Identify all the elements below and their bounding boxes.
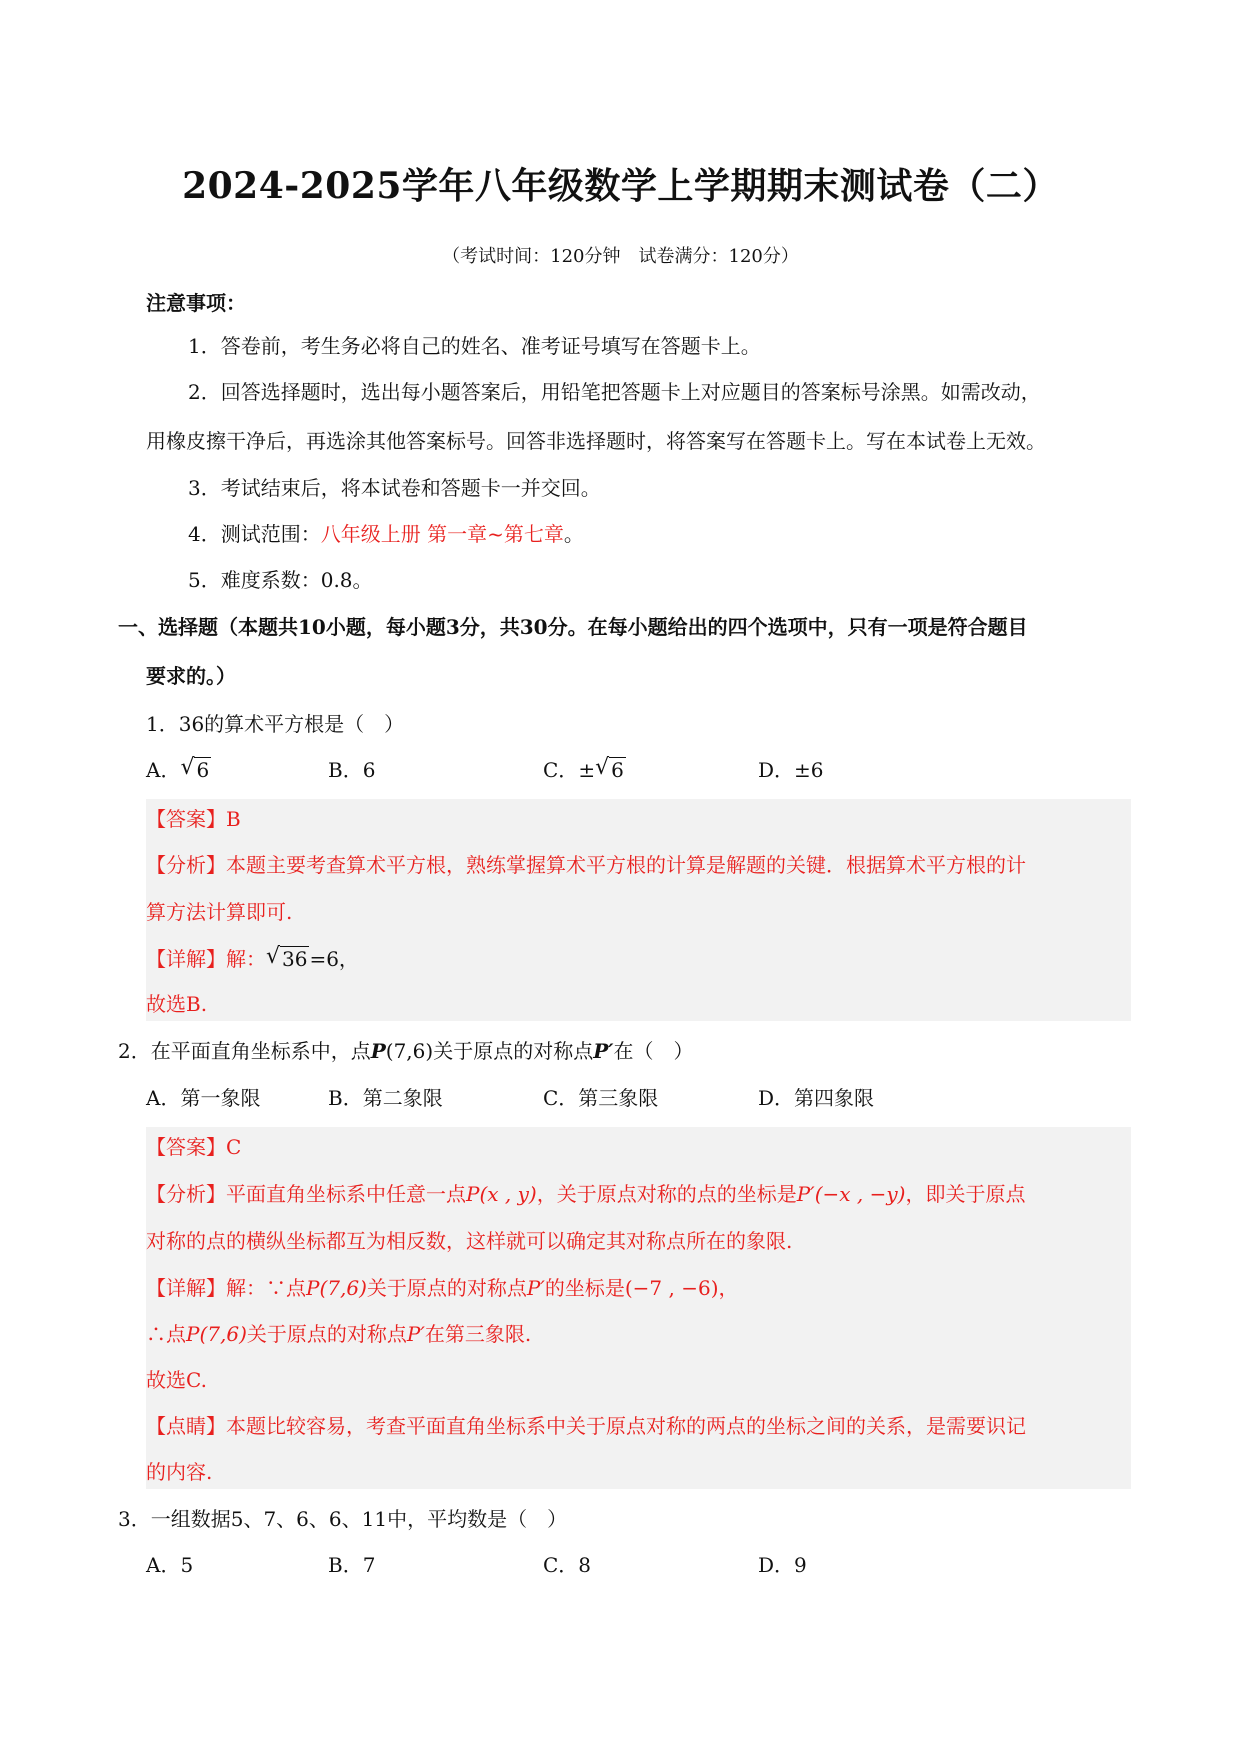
detail-text: 在第三象限. [424,1322,532,1346]
radicand: 36 [282,947,308,971]
notice-item-1: 1．答卷前，考生务必将自己的姓名、准考证号填写在答题卡上。 [188,334,761,358]
detail-text: ， [718,1276,739,1300]
detail-text: 的坐标是 [544,1276,625,1300]
question-2-option-d: D．第四象限 [758,1086,875,1110]
detail-text: 关于原点的对称点 [246,1322,407,1346]
notice-item-4 [188,520,584,548]
sqrt-expression [595,756,626,784]
question-1-stem: 1．36的算术平方根是（ ） [146,712,405,736]
math-point: P′ [406,1322,425,1346]
stem-text: 2．在平面直角坐标系中，点 [118,1039,371,1063]
question-2-analysis-line1 [146,1180,1026,1208]
question-2-answer: 【答案】C [146,1135,242,1159]
notice-item-2a: 2．回答选择题时，选出每小题答案后，用铅笔把答题卡上对应题目的答案标号涂黑。如需改动， [188,380,1041,404]
option-label: A． [146,758,181,782]
question-1-answer-box [146,799,1131,1021]
test-range: 八年级上册 第一章~第七章 [320,522,564,546]
question-1-option-c [543,756,626,784]
notice-item-4-prefix: 4．测试范围： [188,522,321,546]
section-heading-line2: 要求的。） [146,664,236,688]
notice-item-2b: 用橡皮擦干净后，再选涂其他答案标号。回答非选择题时，将答案写在答题卡上。写在本试卷上无效。 [146,429,1046,453]
notice-heading: 注意事项： [146,291,246,315]
section-heading-line1: 一、选择题（本题共10小题，每小题3分，共30分。在每小题给出的四个选项中，只有一项是符合题目 [118,615,1028,639]
page-title: 2024-2025学年八年级数学上学期期末测试卷（二） [182,165,1059,207]
math-coords: (7,6) [385,1039,434,1063]
math-point: P(7,6) [186,1322,247,1346]
stem-text: 关于原点的对称点 [433,1039,594,1063]
question-2-conclusion: 故选C. [146,1368,207,1392]
detail-text: 【详解】解：∵点 [146,1276,306,1300]
analysis-text: 【分析】平面直角坐标系中任意一点 [146,1182,466,1206]
question-2-option-c: C．第三象限 [543,1086,659,1110]
exam-info: （考试时间：120分钟 试卷满分：120分） [442,246,799,267]
notice-item-4-suffix: 。 [563,522,584,546]
question-3-option-d: D．9 [758,1553,807,1577]
question-1-answer: 【答案】B [146,807,241,831]
question-2-remark-line2: 的内容. [146,1460,213,1484]
sqrt-expression [180,756,211,784]
analysis-text: ，即关于原点 [905,1182,1026,1206]
detail-prefix: 【详解】解： [146,947,266,971]
detail-text: 关于原点的对称点 [366,1276,527,1300]
question-1-detail [146,945,359,973]
math-point: P(x , y) [466,1182,537,1206]
sqrt-expression [266,945,309,973]
question-2-option-a: A．第一象限 [146,1086,261,1110]
math-point: P′ [593,1039,614,1063]
question-3-stem: 3．一组数据5、7、6、6、11中，平均数是（ ） [118,1507,568,1531]
math-point: P [370,1039,386,1063]
detail-result: =6， [309,947,359,971]
math-point: P′ [526,1276,545,1300]
question-1-option-b: B．6 [328,758,376,782]
notice-item-5: 5．难度系数：0.8。 [188,568,373,592]
option-label: C． [543,758,579,782]
math-coords: (−7 , −6) [624,1276,719,1300]
question-2-stem [118,1037,694,1065]
radicand: 6 [196,758,210,782]
question-2-detail-line2 [146,1320,531,1348]
question-3-option-a: A．5 [146,1553,194,1577]
question-2-option-b: B．第二象限 [328,1086,443,1110]
analysis-text: ，关于原点对称的点的坐标是 [536,1182,797,1206]
detail-text: ∴点 [146,1322,186,1346]
question-2-detail-line1 [146,1274,739,1302]
question-3-option-c: C．8 [543,1553,592,1577]
stem-text: 在（ ） [613,1039,694,1063]
question-1-option-d: D．±6 [758,758,824,782]
question-2-analysis-line2: 对称的点的横纵坐标都互为相反数，这样就可以确定其对称点所在的象限. [146,1229,793,1253]
math-point: P′(−x , −y) [796,1182,906,1206]
radicand: 6 [611,758,624,782]
question-1-option-a [146,756,211,784]
question-2-remark-line1: 【点睛】本题比较容易，考查平面直角坐标系中关于原点对称的两点的坐标之间的关系，是需要识记 [146,1414,1026,1438]
question-1-analysis-line1: 【分析】本题主要考查算术平方根，熟练掌握算术平方根的计算是解题的关键．根据算术平方根的计 [146,853,1026,877]
question-1-conclusion: 故选B. [146,992,208,1016]
plus-minus: ± [578,758,596,782]
question-3-option-b: B．7 [328,1553,376,1577]
math-point: P(7,6) [306,1276,367,1300]
question-1-analysis-line2: 算方法计算即可. [146,900,293,924]
notice-item-3: 3．考试结束后，将本试卷和答题卡一并交回。 [188,476,601,500]
